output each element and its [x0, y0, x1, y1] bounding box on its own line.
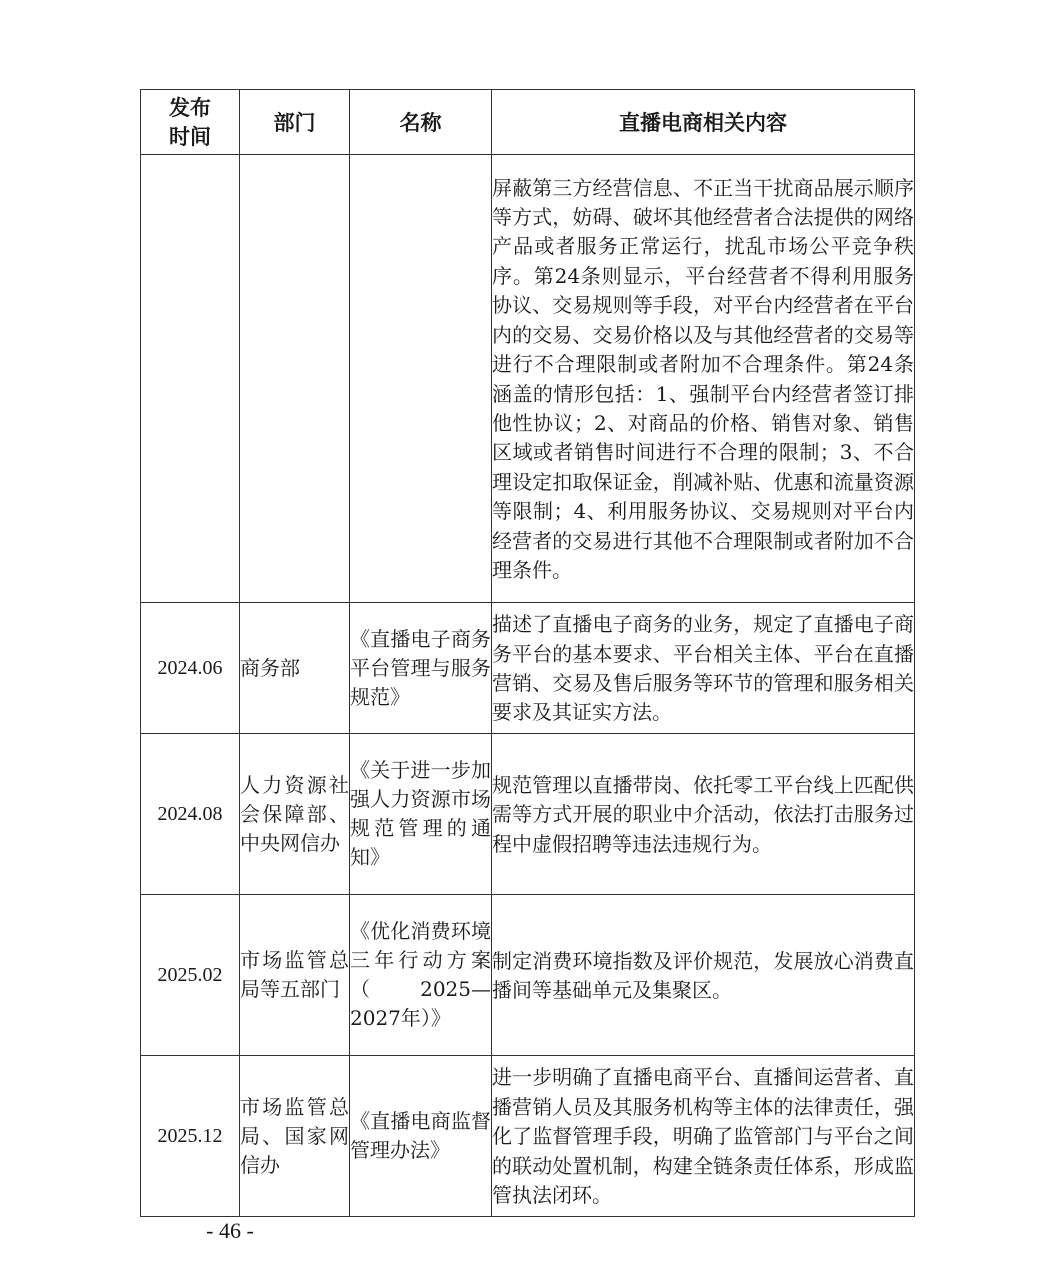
cell-dept: 人力资源社会保障部、中央网信办: [240, 734, 350, 895]
cell-time: 2024.06: [141, 603, 240, 734]
cell-name: 《关于进一步加强人力资源市场规范管理的通知》: [350, 734, 492, 895]
cell-dept: 市场监管总局、国家网信办: [240, 1056, 350, 1217]
header-time: 发布时间: [141, 90, 240, 155]
regulation-table: [140, 89, 915, 1217]
table-header-row: [141, 90, 915, 155]
cell-dept: [240, 155, 350, 603]
cell-time: 2024.08: [141, 734, 240, 895]
header-name: 名称: [350, 90, 492, 155]
table-row: [141, 155, 915, 603]
table-row: [141, 603, 915, 734]
cell-name: 《直播电商监督管理办法》: [350, 1056, 492, 1217]
table-row: [141, 895, 915, 1056]
header-content: 直播电商相关内容: [492, 90, 915, 155]
cell-dept: 商务部: [240, 603, 350, 734]
cell-name: [350, 155, 492, 603]
cell-name: 《直播电子商务平台管理与服务规范》: [350, 603, 492, 734]
cell-content: 描述了直播电子商务的业务，规定了直播电子商务平台的基本要求、平台相关主体、平台在直播营销、交易及售后服务等环节的管理和服务相关要求及其证实方法。: [492, 603, 915, 734]
page-number: - 46 -: [206, 1218, 254, 1243]
header-dept: 部门: [240, 90, 350, 155]
cell-time: 2025.12: [141, 1056, 240, 1217]
cell-time: 2025.02: [141, 895, 240, 1056]
cell-name: 《优化消费环境三年行动方案（2025—2027年）》: [350, 895, 492, 1056]
cell-dept: 市场监管总局等五部门: [240, 895, 350, 1056]
cell-time: [141, 155, 240, 603]
cell-content: 屏蔽第三方经营信息、不正当干扰商品展示顺序等方式，妨碍、破坏其他经营者合法提供的网络产品或者服务正常运行，扰乱市场公平竞争秩序。第24条则显示，平台经营者不得利用服务协议、交易规则等手段，对平台内经营者在平台内的交易、交易价格以及与其他经营者的交易等进行不合理限制或者附加不合理条件。第24条涵盖的情形包括：1、强制平台内经营者签订排他性协议；2、对商品的价格、销售对象、销售区域或者销售时间进行不合理的限制；3、不合理设定扣取保证金，削减补贴、优惠和流量资源等限制；4、利用服务协议、交易规则对平台内经营者的交易进行其他不合理限制或者附加不合理条件。: [492, 155, 915, 603]
cell-content: 进一步明确了直播电商平台、直播间运营者、直播营销人员及其服务机构等主体的法律责任，强化了监督管理手段，明确了监管部门与平台之间的联动处置机制，构建全链条责任体系，形成监管执法闭环。: [492, 1056, 915, 1217]
cell-content: 制定消费环境指数及评价规范，发展放心消费直播间等基础单元及集聚区。: [492, 895, 915, 1056]
table-row: [141, 734, 915, 895]
table-row: [141, 1056, 915, 1217]
cell-content: 规范管理以直播带岗、依托零工平台线上匹配供需等方式开展的职业中介活动，依法打击服务过程中虚假招聘等违法违规行为。: [492, 734, 915, 895]
